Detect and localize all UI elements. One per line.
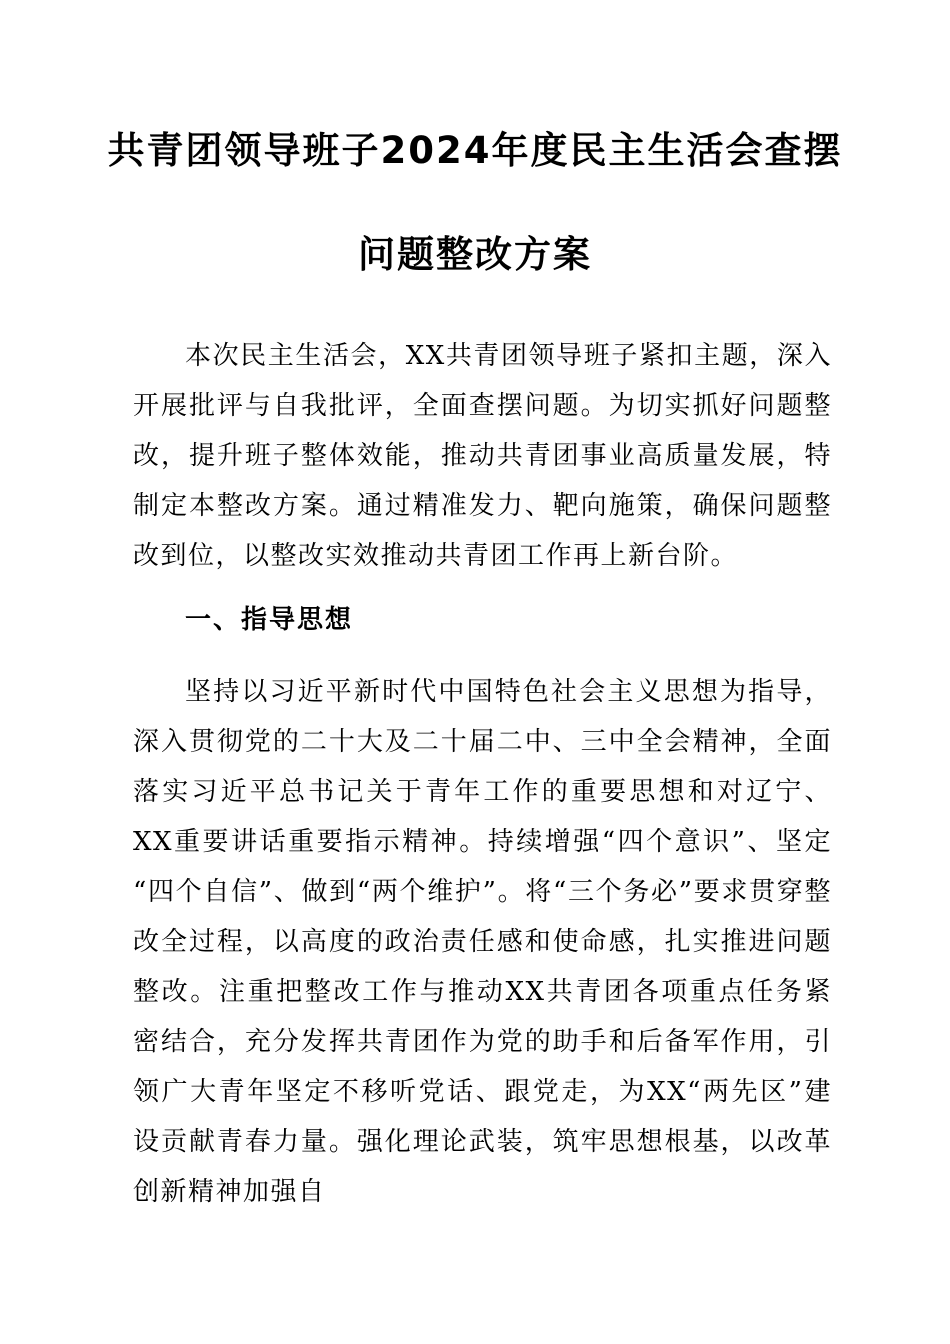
document-title	[0, 99, 950, 307]
document-body	[133, 331, 832, 1217]
intro-paragraph: 本次民主生活会，XX共青团领导班子紧扣主题，深入开展批评与自我批评，全面查摆问题。为切实抓好问题整改，提升班子整体效能，推动共青团事业高质量发展，特制定本整改方案。通过精准发力、靶向施策，确保问题整改到位，以整改实效推动共青团工作再上新台阶。	[133, 341, 832, 571]
document-title-line-1: 共青团领导班子2024年度民主生活会查摆	[107, 129, 843, 172]
section-heading-guiding-ideology: 一、指导思想	[185, 605, 354, 635]
guiding-ideology-paragraph: 坚持以习近平新时代中国特色社会主义思想为指导，深入贯彻党的二十大及二十届二中、三中全会精神，全面落实习近平总书记关于青年工作的重要思想和对辽宁、XX重要讲话重要指示精神。持续增强“四个意识”、坚定“四个自信”、做到“两个维护”。将“三个务必”要求贯穿整改全过程，以高度的政治责任感和使命感，扎实推进问题整改。注重把整改工作与推动XX共青团各项重点任务紧密结合，充分发挥共青团作为党的助手和后备军作用，引领广大青年坚定不移听党话、跟党走，为XX“两先区”建设贡献青春力量。强化理论武装，筑牢思想根基，以改革创新精神加强自	[133, 677, 832, 1207]
document-title-line-2: 问题整改方案	[358, 233, 592, 276]
